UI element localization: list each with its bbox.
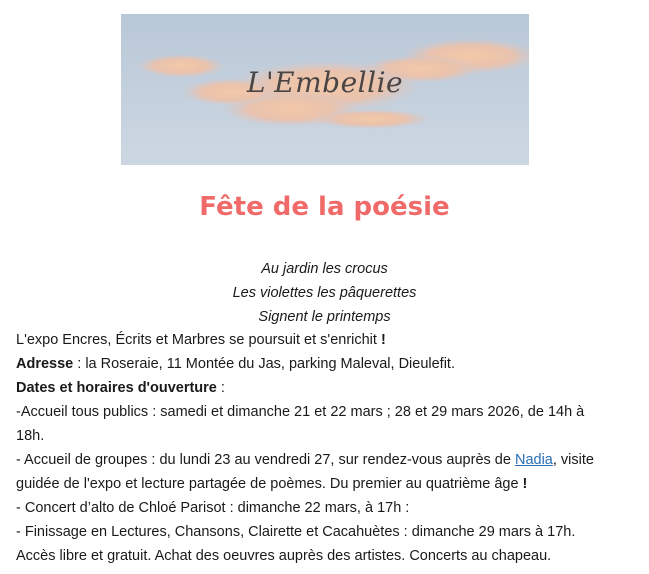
dates-label: Dates et horaires d'ouverture — [16, 380, 217, 396]
banner-image — [121, 14, 529, 165]
poem-line: Au jardin les crocus — [261, 261, 388, 277]
banner-logo-text: L'Embellie — [246, 66, 404, 99]
dates-paragraph: Dates et horaires d'ouverture : — [16, 380, 225, 396]
nadia-link[interactable]: Nadia — [514, 452, 553, 468]
page-title: Fête de la poésie — [199, 192, 450, 222]
address-label: Adresse — [16, 356, 74, 372]
poem-line: Signent le printemps — [258, 309, 391, 325]
event-details — [16, 328, 616, 568]
group-visits: - Accueil de groupes : du lundi 23 au vendredi 27, sur rendez-vous auprès de Nadia, visite guidée de l'expo et lecture partagée de poèmes. Du premier au quatrième âge ! — [16, 452, 594, 492]
address-paragraph: Adresse : la Roseraie, 11 Montée du Jas, parking Maleval, Dieulefit. — [16, 356, 455, 372]
poem-line: Les violettes les pâquerettes — [232, 285, 417, 301]
finissage-info: - Finissage en Lectures, Chansons, Clairette et Cacahuètes : dimanche 29 mars à 17h. — [16, 524, 576, 540]
intro-paragraph: L'expo Encres, Écrits et Marbres se poursuit et s'enrichit ! — [16, 332, 386, 348]
poem — [0, 257, 649, 329]
access-info: Accès libre et gratuit. Achat des oeuvres auprès des artistes. Concerts au chapeau. — [16, 548, 552, 564]
public-hours: -Accueil tous publics : samedi et dimanche 21 et 22 mars ; 28 et 29 mars 2026, de 14h à 18h. — [16, 404, 585, 444]
concert-info: - Concert d’alto de Chloé Parisot : dimanche 22 mars, à 17h : — [16, 500, 410, 516]
